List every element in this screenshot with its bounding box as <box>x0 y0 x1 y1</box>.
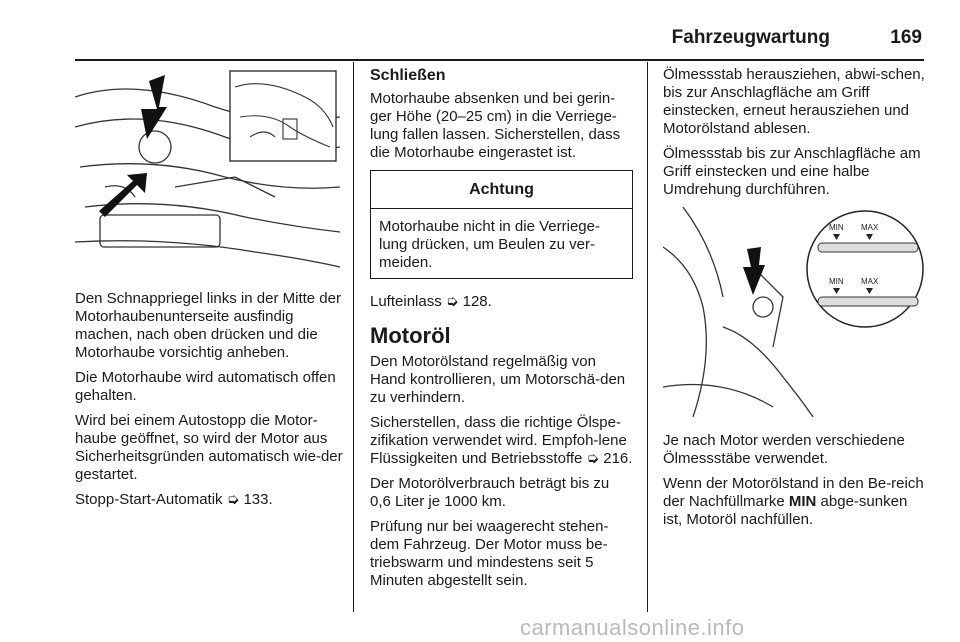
up-arrow-icon <box>141 75 167 139</box>
notice-title: Achtung <box>371 171 632 209</box>
up-arrow-icon <box>743 247 765 295</box>
paragraph: Der Motorölverbrauch beträgt bis zu 0,6 Liter je 1000 km. <box>370 475 610 510</box>
max-label: MAX <box>861 223 879 232</box>
cross-reference-air-intake: Lufteinlass ➭ 128. <box>370 293 492 310</box>
max-label: MAX <box>861 277 879 286</box>
notice-box <box>370 170 633 279</box>
header-rule <box>75 59 924 61</box>
section-heading-motoroel: Motoröl <box>370 323 451 348</box>
page-number: 169 <box>890 27 922 48</box>
paragraph: Wird bei einem Autostopp die Motor-haube geöffnet, so wird der Motor aus Sicherheitsgründen automatisch wie-der gestartet. <box>75 412 343 483</box>
paragraph: Die Motorhaube wird automatisch offen gehalten. <box>75 369 336 404</box>
paragraph: Ölmessstab herausziehen, abwi-schen, bis zur Anschlagfläche am Griff einstecken, erneut herausziehen und Motorölstand ablesen. <box>663 66 925 137</box>
paragraph: Den Motorölstand regelmäßig von Hand kontrollieren, um Motorschä-den zu verhindern. <box>370 353 626 406</box>
paragraph: Je nach Motor werden verschiedene Ölmessstäbe verwendet. <box>663 432 905 467</box>
paragraph: Prüfung nur bei waagerecht stehen-dem Fahrzeug. Der Motor muss be-triebswarm und mindestens seit 5 Minuten abgestellt sein. <box>370 518 609 589</box>
column-divider-2 <box>647 62 648 612</box>
paragraph-min-mark <box>663 475 927 529</box>
text-run: abge-sunken ist, Motoröl nachfüllen. <box>663 493 908 528</box>
diagonal-arrow-icon <box>99 173 147 217</box>
paragraph: Motorhaube absenken und bei gerin-ger Höhe (20–25 cm) in die Verriege-lung fallen lassen. Sicherstellen, dass die Motorhaube eingerastet ist. <box>370 90 621 161</box>
paragraph: Ölmessstab bis zur Anschlagfläche am Griff einstecken und eine halbe Umdrehung durchführen. <box>663 145 921 198</box>
column-divider-1 <box>353 62 354 612</box>
cross-reference-stop-start: Stopp-Start-Automatik ➭ 133. <box>75 491 273 508</box>
paragraph: Den Schnappriegel links in der Mitte der Motorhaubenunterseite ausfindig machen, nach oben drücken und die Motorhaube vorsichtig anheben. <box>75 290 341 361</box>
text-run: Wenn der Motorölstand in den Be-reich der Nachfüllmarke <box>663 475 924 510</box>
min-mark-bold: MIN <box>788 493 817 510</box>
notice-text: Motorhaube nicht in die Verriege-lung drücken, um Beulen zu ver-meiden. <box>379 218 600 271</box>
watermark: carmanualsonline.info <box>520 615 745 640</box>
min-label: MIN <box>829 223 844 232</box>
paragraph: Sicherstellen, dass die richtige Ölspe-zifikation verwendet wird. Empfoh-lene Flüssigkeiten und Betriebsstoffe ➭ 216. <box>370 414 633 467</box>
min-label: MIN <box>829 277 844 286</box>
dipstick-illustration <box>663 207 925 417</box>
hood-release-illustration <box>75 67 340 277</box>
running-header-title: Fahrzeugwartung <box>671 27 830 48</box>
section-heading-schliessen: Schließen <box>370 67 446 84</box>
